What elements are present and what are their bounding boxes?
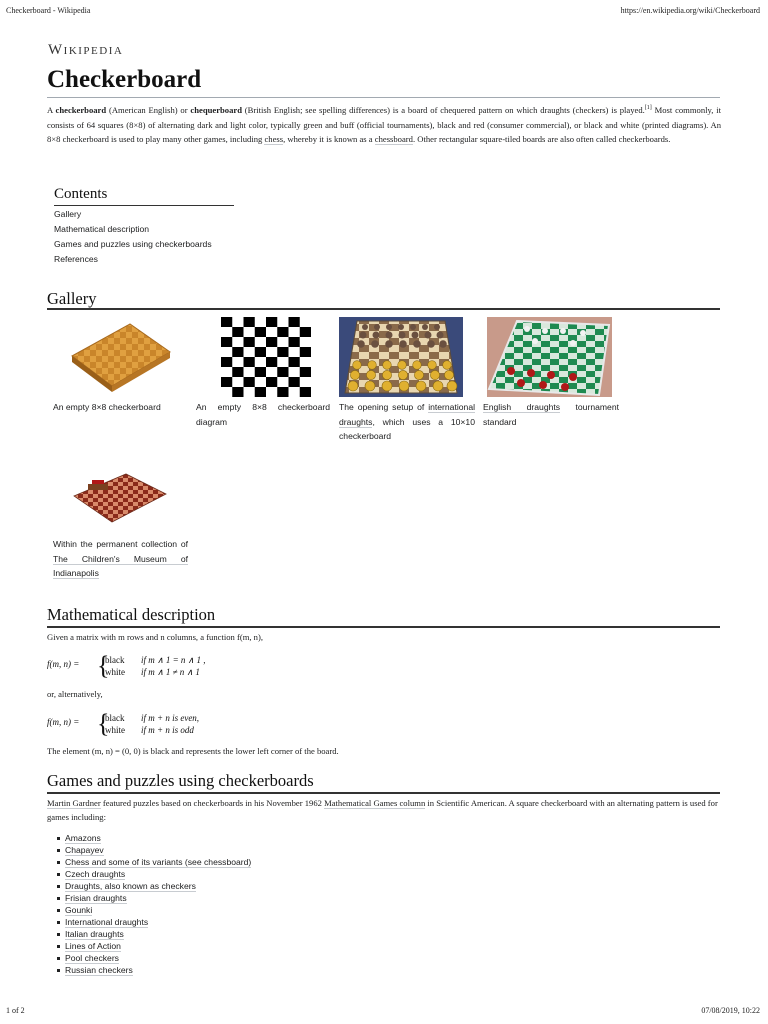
link-italian-draughts[interactable]: Italian draughts: [65, 929, 124, 939]
link-draughts[interactable]: Draughts, also known as checkers: [65, 881, 196, 891]
math-alternatively: or, alternatively,: [47, 689, 103, 699]
list-item: [57, 881, 196, 891]
formula-sum: f(m, n) = { black if m + n is even, white if m + n is odd: [47, 709, 200, 738]
term-chequerboard: chequerboard: [190, 105, 242, 115]
list-item: [57, 845, 104, 855]
list-item: [57, 869, 125, 879]
wikipedia-wordmark: Wikipedia: [48, 42, 124, 58]
link-gounki[interactable]: Gounki: [65, 905, 93, 915]
formula-bitwise: f(m, n) = { black if m ∧ 1 = n ∧ 1 , white if m ∧ 1 ≠ n ∧ 1: [47, 651, 206, 680]
toc-item-games[interactable]: Games and puzzles using checkerboards: [54, 239, 212, 249]
toc-heading: Contents: [54, 186, 108, 202]
print-footer-page: 1 of 2: [6, 1006, 25, 1015]
math-heading: Mathematical description: [47, 605, 216, 624]
link-lines-of-action[interactable]: Lines of Action: [65, 941, 121, 951]
link-childrens-museum[interactable]: The Children's Museum of Indianapolis: [53, 553, 188, 578]
toc-item-gallery[interactable]: Gallery: [54, 209, 82, 219]
english-draughts-image[interactable]: [487, 317, 612, 397]
print-header-title: Checkerboard - Wikipedia: [6, 6, 91, 15]
toc-divider: [54, 205, 234, 206]
caption-diagram: An empty 8×8 checkerboard diagram: [196, 402, 330, 427]
games-divider: [47, 792, 720, 794]
link-russian-checkers[interactable]: Russian checkers: [65, 965, 133, 975]
list-item: [57, 965, 133, 975]
list-item: [57, 941, 121, 951]
intro-paragraph: A checkerboard (American English) or chequerboard (British English; see spelling differences) is a board of chequered pattern on which draughts (checkers) is played.[1] Most commonly, it consists of 64 squares (8×8) of alternating dark and light color, typically green and buff (official tournaments), black and red (consumer commercial), or black and white (printed diagrams). An 8×8 checkerboard is used to play many other games, including chess, whereby it is known as a chessboard. Other rectangular square-tiled boards are also often called checkerboards.: [47, 105, 722, 144]
caption-english-draughts: English draughts tournament standard: [483, 402, 619, 427]
reference-link[interactable]: [1]: [644, 105, 652, 111]
list-item: [57, 833, 101, 843]
math-element-note: The element (m, n) = (0, 0) is black and represents the lower left corner of the board.: [47, 746, 339, 756]
link-chess-variants[interactable]: Chess and some of its variants (see chessboard): [65, 857, 252, 867]
math-divider: [47, 626, 720, 628]
link-international-draughts[interactable]: international draughts: [339, 402, 476, 427]
list-item: [57, 905, 92, 915]
games-heading: Games and puzzles using checkerboards: [47, 771, 314, 790]
link-mathematical-games-column[interactable]: Mathematical Games column: [324, 798, 426, 808]
link-frisian-draughts[interactable]: Frisian draughts: [65, 893, 127, 903]
link-chessboard[interactable]: chessboard: [374, 134, 413, 144]
list-item: [57, 917, 148, 927]
link-pool-checkers[interactable]: Pool checkers: [65, 953, 119, 963]
list-item: [57, 893, 127, 903]
list-item: [57, 929, 124, 939]
page-title: Checkerboard: [47, 66, 202, 93]
international-draughts-image[interactable]: [339, 317, 463, 397]
title-divider: [47, 97, 720, 98]
link-international-draughts-list[interactable]: International draughts: [65, 917, 149, 927]
games-intro: Martin Gardner featured puzzles based on checkerboards in his November 1962 Mathematical Games column in Scientific American. A square checkerboard with an alternating pattern is used for games including:: [47, 798, 718, 822]
toc-item-references[interactable]: References: [54, 254, 98, 264]
caption-international-draughts: The opening setup of international draughts, which uses a 10×10 checkerboard: [339, 402, 476, 441]
list-item: [57, 857, 251, 867]
gallery-heading: Gallery: [47, 289, 97, 308]
math-intro: Given a matrix with m rows and n columns, a function f(m, n),: [47, 632, 263, 642]
caption-museum-board: Within the permanent collection of The Children's Museum of Indianapolis: [53, 539, 188, 578]
wooden-checkerboard-image[interactable]: [60, 320, 180, 400]
link-martin-gardner[interactable]: Martin Gardner: [47, 798, 101, 808]
link-amazons[interactable]: Amazons: [65, 833, 101, 843]
checkerboard-diagram-image[interactable]: [221, 317, 311, 397]
term-checkerboard: checkerboard: [55, 105, 107, 115]
print-footer-date: 07/08/2019, 10:22: [701, 1006, 760, 1015]
list-item: [57, 953, 119, 963]
link-english-draughts[interactable]: English draughts: [483, 402, 561, 412]
museum-checkerboard-image[interactable]: [68, 470, 172, 526]
print-header-url: https://en.wikipedia.org/wiki/Checkerboard: [620, 6, 760, 15]
gallery-divider: [47, 308, 720, 310]
toc-item-math[interactable]: Mathematical description: [54, 224, 150, 234]
link-chapayev[interactable]: Chapayev: [65, 845, 104, 855]
caption-wooden-board: An empty 8×8 checkerboard: [53, 402, 161, 412]
link-czech-draughts[interactable]: Czech draughts: [65, 869, 126, 879]
link-chess[interactable]: chess: [264, 134, 284, 144]
